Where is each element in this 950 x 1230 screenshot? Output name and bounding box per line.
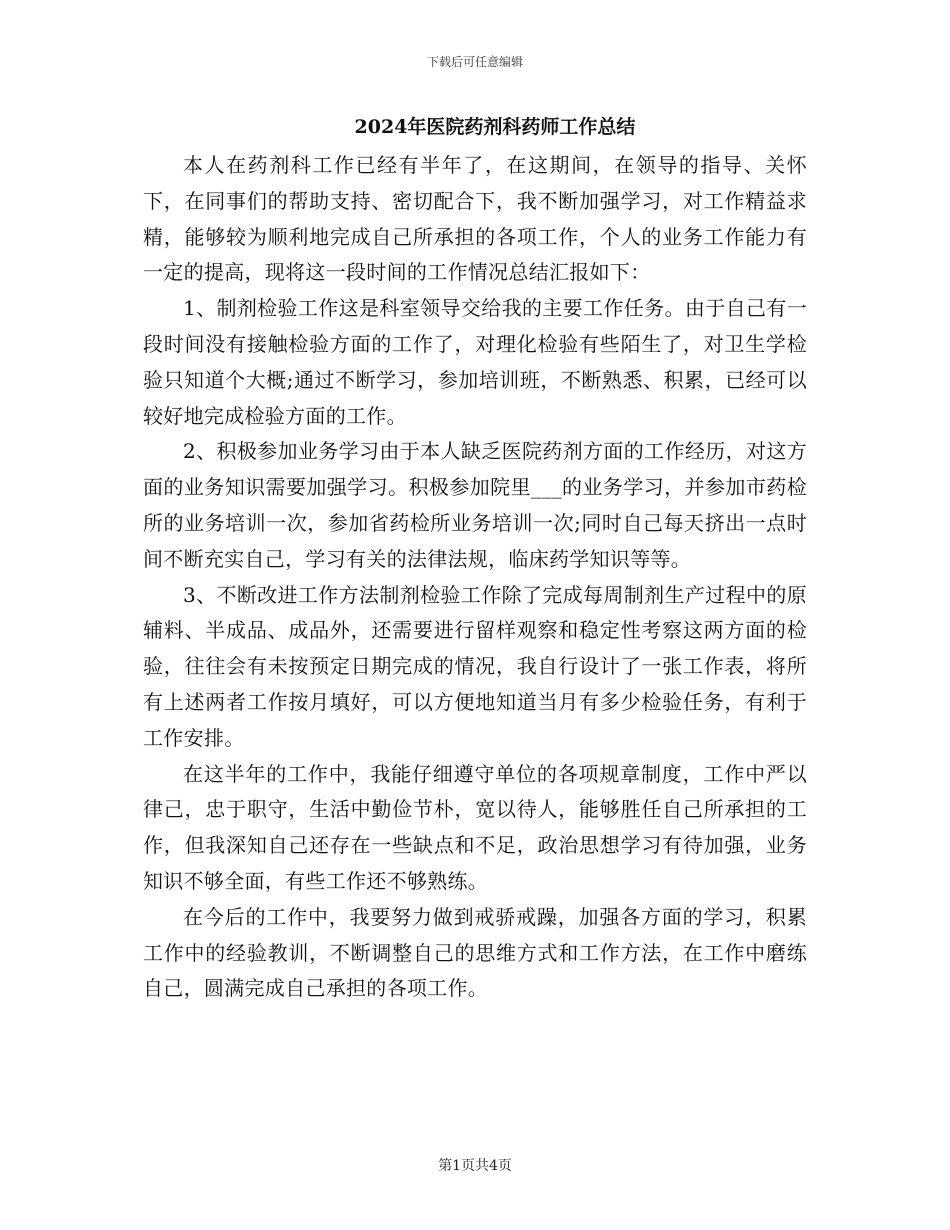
header-note: 下载后可任意编辑 — [426, 55, 523, 69]
paragraph-item-2: 2、积极参加业务学习由于本人缺乏医院药剂方面的工作经历，对这方面的业务知识需要加强学习。积极参加院里___的业务学习，并参加市药检所的业务培训一次，参加省药检所业务培训一次;同时自己每天挤出一点时间不断充实自己，学习有关的法律法规，临床药学知识等等。 — [143, 439, 807, 571]
paragraph-item-1: 1、制剂检验工作这是科室领导交给我的主要工作任务。由于自己有一段时间没有接触检验方面的工作了，对理化检验有些陌生了，对卫生学检验只知道个大概;通过不断学习，参加培训班，不断熟悉、积累，已经可以较好地完成检验方面的工作。 — [143, 296, 807, 428]
document-body — [143, 148, 807, 1007]
page-number-footer: 第1页共4页 — [438, 1158, 512, 1174]
paragraph-outlook: 在今后的工作中，我要努力做到戒骄戒躁，加强各方面的学习，积累工作中的经验教训，不断调整自己的思维方式和工作方法，在工作中磨练自己，圆满完成自己承担的各项工作。 — [143, 904, 807, 1001]
paragraph-reflection: 在这半年的工作中，我能仔细遵守单位的各项规章制度，工作中严以律己，忠于职守，生活中勤俭节朴，宽以待人，能够胜任自己所承担的工作，但我深知自己还存在一些缺点和不足，政治思想学习有待加强，业务知识不够全面，有些工作还不够熟练。 — [143, 761, 807, 893]
paragraph-item-3: 3、不断改进工作方法制剂检验工作除了完成每周制剂生产过程中的原辅料、半成品、成品外，还需要进行留样观察和稳定性考察这两方面的检验，往往会有未按预定日期完成的情况，我自行设计了一张工作表，将所有上述两者工作按月填好，可以方便地知道当月有多少检验任务，有利于工作安排。 — [143, 582, 807, 750]
paragraph-intro: 本人在药剂科工作已经有半年了，在这期间，在领导的指导、关怀下，在同事们的帮助支持、密切配合下，我不断加强学习，对工作精益求精，能够较为顺利地完成自己所承担的各项工作，个人的业务工作能力有一定的提高，现将这一段时间的工作情况总结汇报如下： — [143, 153, 807, 285]
document-title: 2024年医院药剂科药师工作总结 — [354, 116, 636, 138]
